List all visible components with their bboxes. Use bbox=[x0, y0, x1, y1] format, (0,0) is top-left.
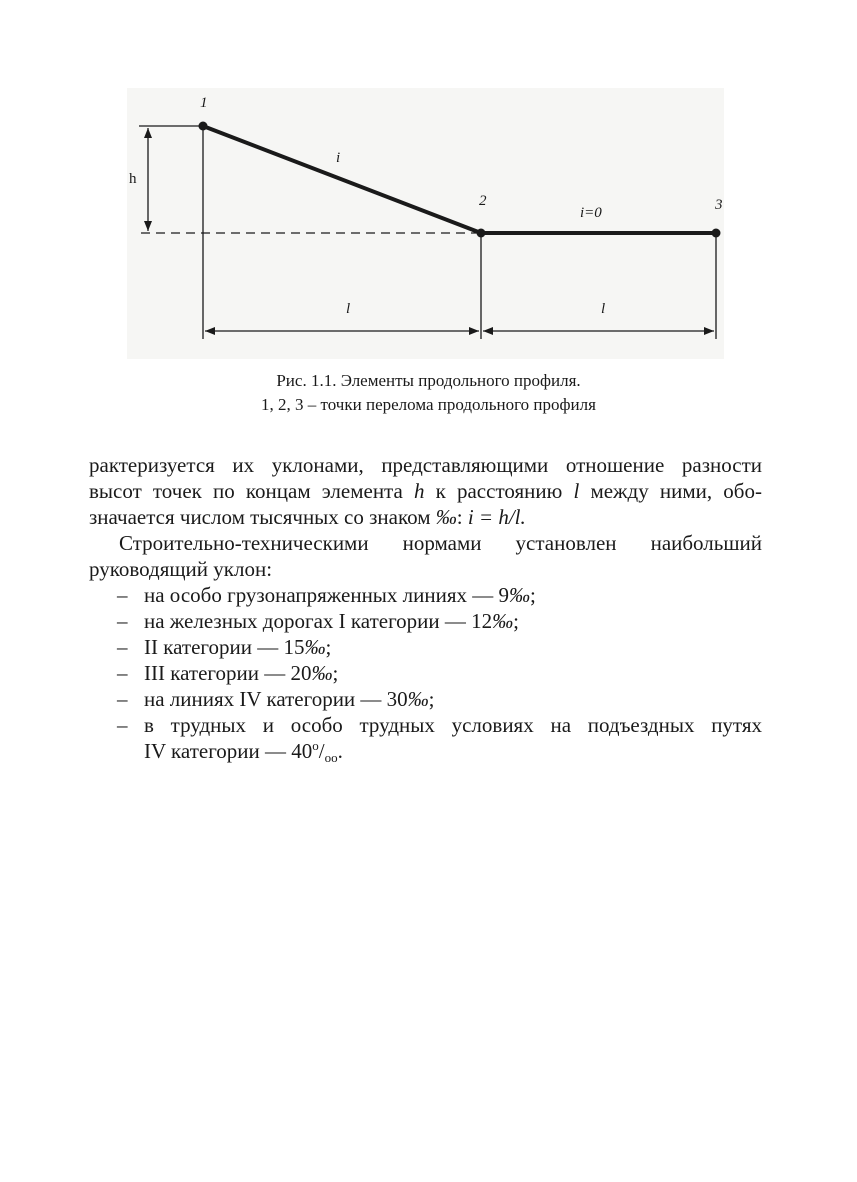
paragraph-2 bbox=[89, 530, 762, 556]
permil-sup: o bbox=[312, 738, 319, 753]
permil-sign: ‰ bbox=[435, 505, 457, 529]
p1-line-2-b: к расстоянию bbox=[424, 479, 574, 503]
point-3 bbox=[712, 229, 721, 238]
paragraph-2-end bbox=[89, 556, 762, 582]
list-dash: – bbox=[117, 635, 128, 659]
list-item-text: на линиях IV категории — 30 bbox=[144, 687, 408, 711]
permil-sign: ‰ bbox=[304, 635, 326, 659]
list-item-end: ; bbox=[530, 583, 536, 607]
var-h: h bbox=[413, 479, 425, 503]
p1-line-2-c: между ними, обо- bbox=[579, 479, 762, 503]
p2-line-2: руководящий уклон: bbox=[89, 557, 273, 581]
list-item-text: III категории — 20 bbox=[144, 661, 312, 685]
list-dash: – bbox=[117, 609, 128, 633]
slope-formula: i = h/l. bbox=[467, 505, 526, 529]
list-item bbox=[89, 582, 762, 608]
label-point-3: 3 bbox=[715, 197, 723, 213]
profile-diagram bbox=[127, 88, 724, 359]
gradient-norms-list bbox=[89, 582, 762, 767]
p1-line-3-b: : bbox=[456, 505, 468, 529]
body-text bbox=[89, 452, 762, 767]
list-item bbox=[89, 712, 762, 738]
paragraph-1 bbox=[89, 452, 762, 504]
p1-line-2-a: высот точек по концам элемента bbox=[89, 479, 414, 503]
list-item-text: на железных дорогах I категории — 12 bbox=[144, 609, 493, 633]
label-h: h bbox=[129, 171, 137, 187]
permil-sign: ‰ bbox=[492, 609, 514, 633]
label-slope-i: i bbox=[336, 150, 341, 166]
p1-line-3-a: значается числом тысячных со знаком bbox=[89, 505, 436, 529]
list-item-end: ; bbox=[513, 609, 519, 633]
permil-sign: ‰ bbox=[509, 583, 531, 607]
list-dash: – bbox=[117, 713, 128, 737]
label-l-right: l bbox=[601, 301, 606, 317]
slope-segment bbox=[203, 126, 481, 233]
list-item-text: IV категории — 40 bbox=[144, 739, 313, 763]
permil-sign: ‰ bbox=[407, 687, 429, 711]
list-item bbox=[89, 608, 762, 634]
list-dash: – bbox=[117, 687, 128, 711]
list-item-end: ; bbox=[332, 661, 339, 685]
profile-figure bbox=[127, 88, 724, 359]
list-dash: – bbox=[117, 583, 128, 607]
list-item bbox=[89, 634, 762, 660]
list-item-text: в трудных и особо трудных условиях на подъездных путях bbox=[144, 713, 762, 737]
permil-sub: oo bbox=[324, 750, 338, 765]
caption-line-2: 1, 2, 3 – точки перелома продольного профиля bbox=[261, 395, 596, 414]
figure-caption bbox=[100, 369, 757, 417]
list-item bbox=[89, 660, 762, 686]
label-slope-i0: i=0 bbox=[580, 205, 602, 221]
list-dash: – bbox=[117, 661, 128, 685]
paragraph-1-end bbox=[89, 504, 762, 530]
point-1 bbox=[199, 122, 208, 131]
list-item-continuation bbox=[89, 738, 762, 767]
label-point-2: 2 bbox=[479, 193, 487, 209]
list-item-end: ; bbox=[325, 635, 332, 659]
label-point-1: 1 bbox=[200, 95, 208, 111]
label-l-left: l bbox=[346, 301, 351, 317]
permil-sign: ‰ bbox=[311, 661, 333, 685]
list-item-text: II категории — 15 bbox=[144, 635, 305, 659]
list-item-text: на особо грузонапряженных линиях — 9 bbox=[144, 583, 510, 607]
var-l: l bbox=[573, 479, 580, 503]
list-item-end: . bbox=[337, 739, 343, 763]
list-item-end: ; bbox=[428, 687, 435, 711]
p1-line-1: рактеризуется их уклонами, представляющими отношение разности bbox=[89, 453, 762, 477]
permil-slash: / bbox=[318, 739, 325, 763]
caption-line-1: Рис. 1.1. Элементы продольного профиля. bbox=[276, 371, 581, 390]
p2-line-1: Строительно-техническими нормами установлен наибольший bbox=[119, 531, 762, 555]
list-item bbox=[89, 686, 762, 712]
point-2 bbox=[477, 229, 486, 238]
